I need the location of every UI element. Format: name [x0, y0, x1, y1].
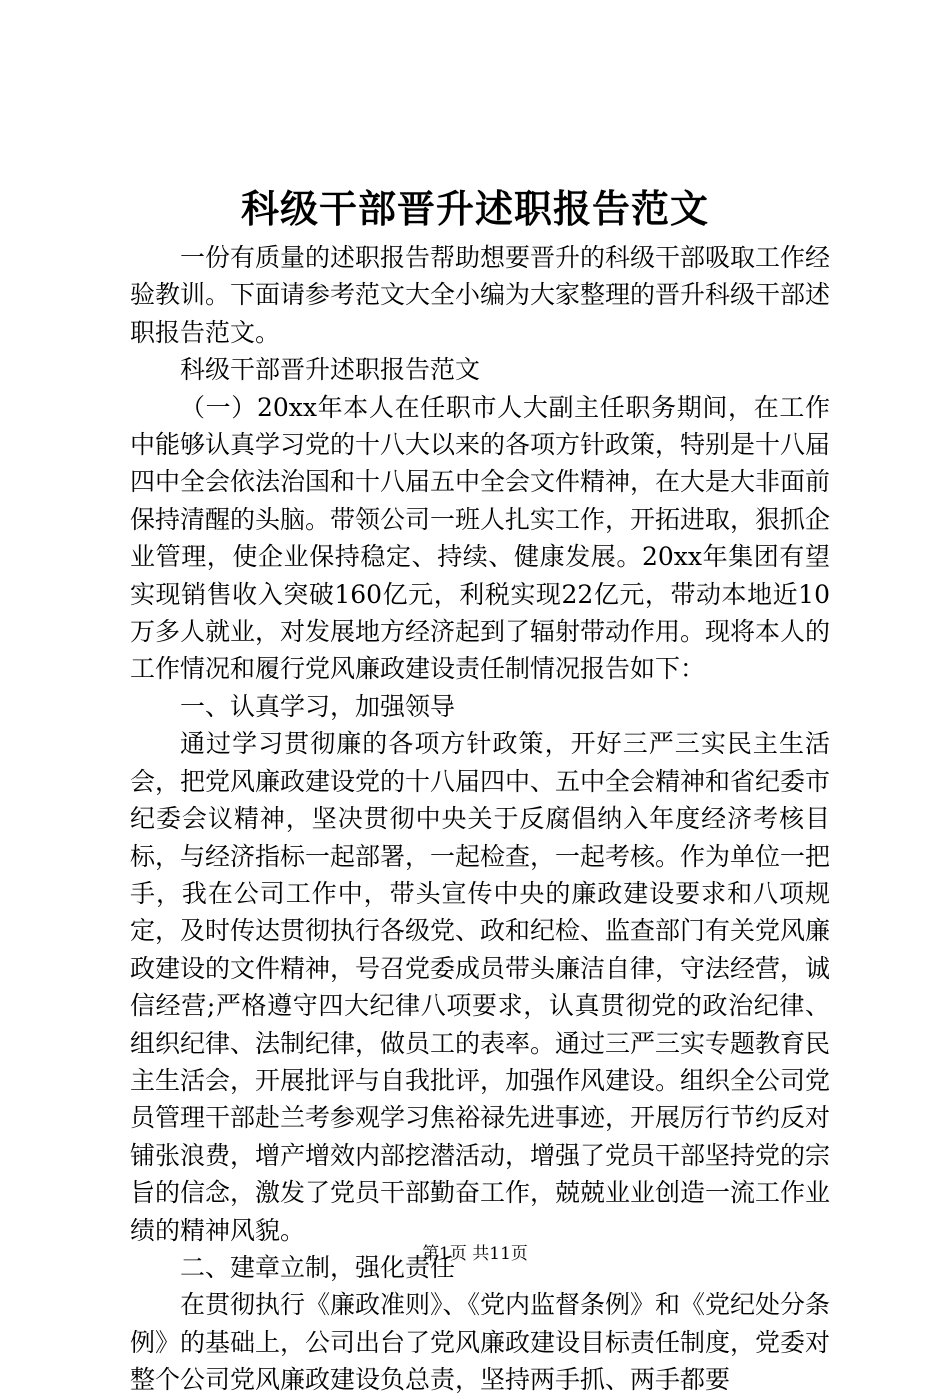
document-body	[130, 239, 830, 1399]
paragraph-section-1: 通过学习贯彻廉的各项方针政策，开好三严三实民主生活会，把党风廉政建设党的十八届四中、五中全会精神和省纪委市纪委会议精神，坚决贯彻中央关于反腐倡纳入年度经济考核目标，与经济指标一起部署，一起检查，一起考核。作为单位一把手，我在公司工作中，带头宣传中央的廉政建设要求和八项规定，及时传达贯彻执行各级党、政和纪检、监查部门有关党风廉政建设的文件精神，号召党委成员带头廉洁自律，守法经营，诚信经营;严格遵守四大纪律八项要求，认真贯彻党的政治纪律、组织纪律、法制纪律，做员工的表率。通过三严三实专题教育民主生活会，开展批评与自我批评，加强作风建设。组织全公司党员管理干部赴兰考参观学习焦裕禄先进事迹，开展厉行节约反对铺张浪费，增产增效内部挖潜活动，增强了党员干部坚持党的宗旨的信念，激发了党员干部勤奋工作，兢兢业业创造一流工作业绩的精神风貌。	[130, 729, 831, 1245]
paragraph-section-2: 在贯彻执行《廉政准则》、《党内监督条例》和《党纪处分条例》的基础上，公司出台了党风廉政建设目标责任制度，党委对整个公司党风廉政建设负总责，坚持两手抓、两手都要	[130, 1290, 831, 1395]
section-heading-1: 一、认真学习，加强领导	[180, 691, 456, 721]
document-title: 科级干部晋升述职报告范文	[240, 186, 709, 231]
paragraph-intro: 一份有质量的述职报告帮助想要晋升的科级干部吸取工作经验教训。下面请参考范文大全小编为大家整理的晋升科级干部述职报告范文。	[130, 243, 831, 347]
page-number-footer: 第1页 共11页	[422, 1244, 528, 1264]
paragraph-overview: （一）20xx年本人在任职市人大副主任职务期间，在工作中能够认真学习党的十八大以来的各项方针政策，特别是十八届四中全会依法治国和十八届五中全会文件精神，在大是大非面前保持清醒的头脑。带领公司一班人扎实工作，开拓进取，狠抓企业管理，使企业保持稳定、持续、健康发展。20xx年集团有望实现销售收入突破160亿元，利税实现22亿元，带动本地近10万多人就业，对发展地方经济起到了辐射带动作用。现将本人的工作情况和履行党风廉政建设责任制情况报告如下：	[130, 392, 831, 684]
paragraph-subtitle: 科级干部晋升述职报告范文	[180, 355, 481, 385]
section-heading-2: 二、建章立制，强化责任	[180, 1252, 456, 1282]
